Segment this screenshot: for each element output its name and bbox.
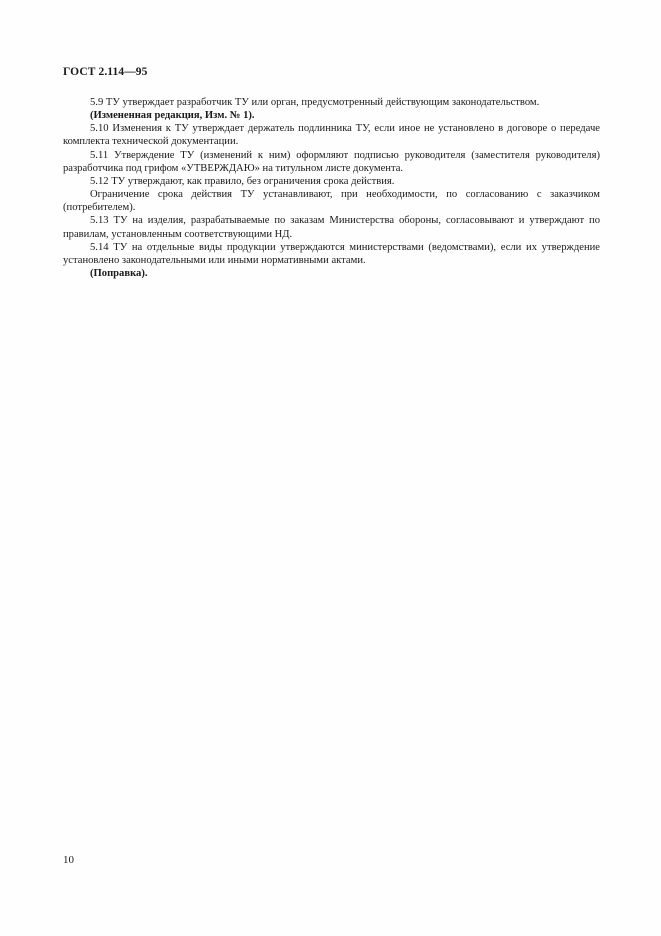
paragraph-5-12-limit: Ограничение срока действия ТУ устанавливают, при необходимости, по согласованию с заказчиком (потребителем). — [63, 189, 600, 214]
paragraph-5-14: 5.14 ТУ на отдельные виды продукции утверждаются министерствами (ведомствами), если их утверждение установлено законодательными или иными нормативными актами. — [63, 241, 600, 266]
paragraph-5-13: 5.13 ТУ на изделия, разрабатываемые по заказам Министерства обороны, согласовывают и утверждают по правилам, установленным соответствующими НД. — [63, 215, 600, 240]
paragraph-5-9: 5.9 ТУ утверждает разработчик ТУ или орган, предусмотренный действующим законодательством. — [90, 97, 540, 108]
document-header: ГОСТ 2.114—95 — [63, 66, 148, 78]
correction-note: (Поправка). — [90, 268, 148, 280]
paragraph-5-12: 5.12 ТУ утверждают, как правило, без ограничения срока действия. — [90, 175, 395, 187]
document-body — [63, 96, 600, 280]
paragraph-5-11: 5.11 Утверждение ТУ (изменений к ним) оформляют подписью руководителя (заместителя руководителя) разработчика под грифом «УТВЕРЖДАЮ» на титульном листе документа. — [63, 149, 600, 174]
page-number: 10 — [63, 854, 74, 866]
paragraph-5-10: 5.10 Изменения к ТУ утверждает держатель подлинника ТУ, если иное не установлено в договоре о передаче комплекта технической документации. — [63, 123, 600, 148]
amendment-note: (Измененная редакция, Изм. № 1). — [90, 110, 255, 122]
